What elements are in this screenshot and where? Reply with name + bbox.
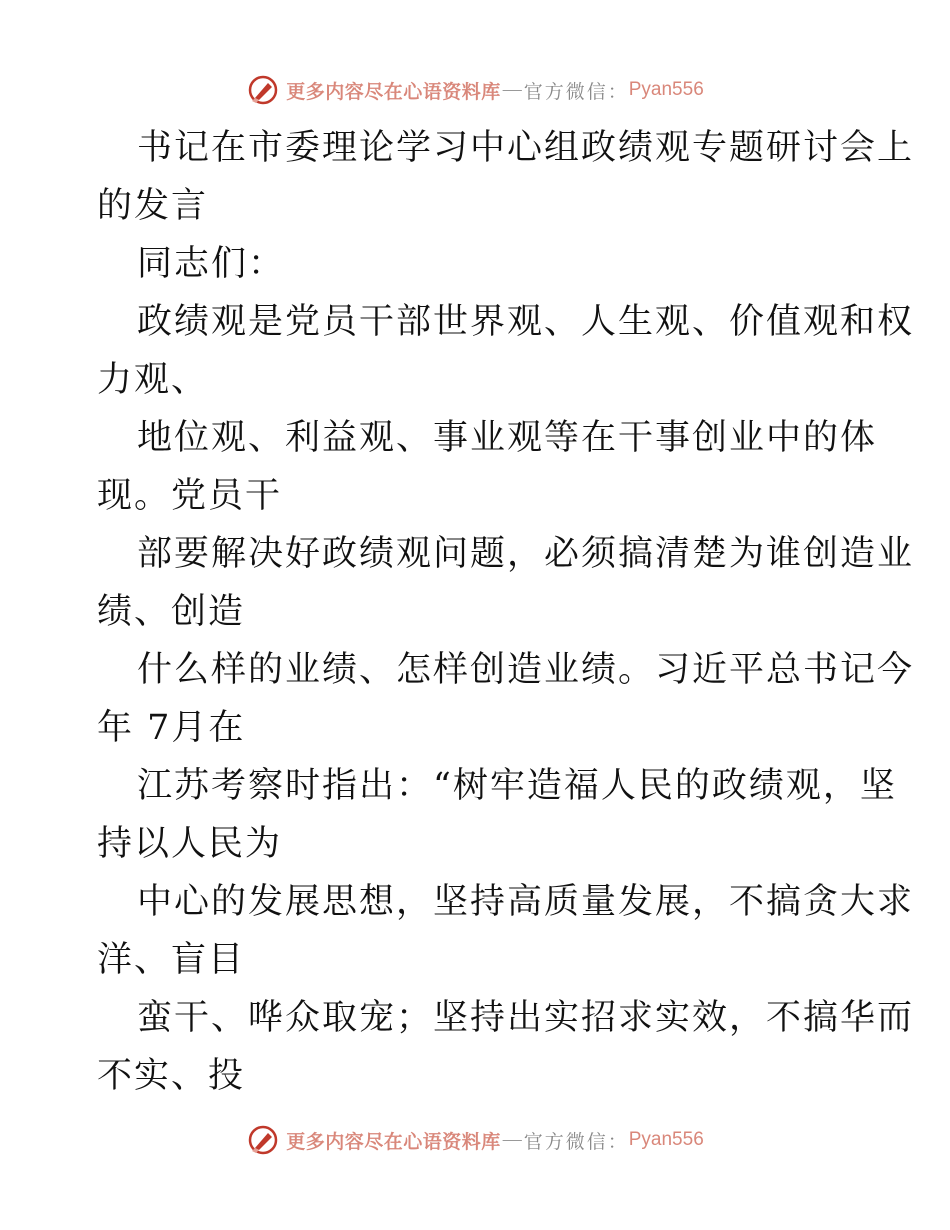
header-watermark [0, 70, 950, 110]
pen-logo-icon [246, 73, 280, 107]
text-line-4: 政绩观是党员干部世界观、人生观、价值观和权 [137, 302, 915, 342]
text-line-9: 绩、创造 [97, 592, 246, 632]
watermark-dash: — [502, 1129, 522, 1150]
watermark-brand: 更多内容尽在心语资料库 [286, 80, 501, 103]
watermark-brand: 更多内容尽在心语资料库 [286, 1130, 501, 1153]
text-line-17: 不实、投 [97, 1056, 246, 1096]
text-line-11: 年 7月在 [97, 708, 246, 748]
pen-logo-icon [246, 1123, 280, 1157]
text-line-10: 什么样的业绩、怎样创造业绩。习近平总书记今 [137, 650, 915, 690]
text-line-13: 持以人民为 [97, 824, 283, 864]
watermark-wechat-label: 官方微信： [523, 1130, 629, 1153]
text-line-7: 现。党员干 [97, 476, 283, 516]
text-line-8: 部要解决好政绩观问题，必须搞清楚为谁创造业 [137, 534, 915, 574]
text-line-5: 力观、 [97, 360, 209, 400]
text-line-2: 的发言 [97, 186, 209, 226]
watermark-wechat-label: 官方微信： [523, 80, 629, 103]
watermark-wechat-id: Pyan556 [628, 79, 704, 100]
watermark-dash: — [502, 79, 522, 100]
watermark-wechat-id: Pyan556 [628, 1129, 704, 1150]
text-line-3: 同志们： [137, 244, 286, 284]
footer-watermark [0, 1120, 950, 1160]
text-line-6: 地位观、利益观、事业观等在干事创业中的体 [137, 418, 878, 458]
text-line-12: 江苏考察时指出：“树牢造福人民的政绩观，坚 [137, 766, 897, 806]
text-line-15: 洋、盲目 [97, 940, 246, 980]
text-line-14: 中心的发展思想，坚持高质量发展，不搞贪大求 [137, 882, 915, 922]
text-line-1: 书记在市委理论学习中心组政绩观专题研讨会上 [137, 128, 915, 168]
text-line-16: 蛮干、哗众取宠；坚持出实招求实效，不搞华而 [137, 998, 915, 1038]
